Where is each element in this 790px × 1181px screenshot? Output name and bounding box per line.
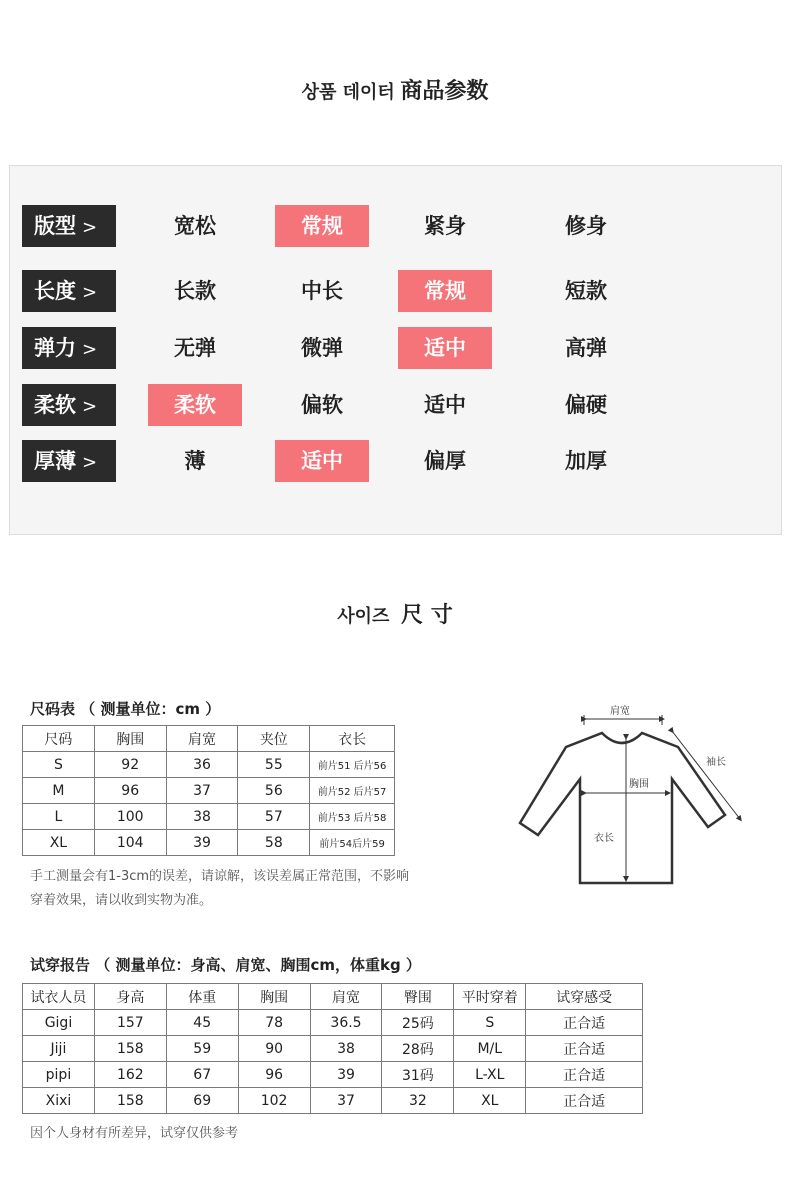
table-cell: M/L [454, 1036, 526, 1062]
try-table-caption: 试穿报告 （ 测量单位：身高、肩宽、胸围cm，体重kg ） [30, 956, 421, 974]
table-header-cell: 臀围 [382, 984, 454, 1010]
table-cell: XL [454, 1088, 526, 1114]
size-note-line-1: 手工测量会有1-3cm的误差，请谅解，该误差属正常范围，不影响 [30, 869, 410, 884]
param-option-3-3: 偏硬 [565, 393, 607, 417]
table-cell: S [23, 752, 95, 778]
param-option-2-3: 高弹 [565, 336, 607, 360]
chest-label: 胸围 [629, 779, 649, 790]
table-cell: 56 [238, 778, 310, 804]
param-label-0 [22, 205, 116, 247]
chevron-right-icon: > [82, 282, 98, 303]
table-row [23, 752, 395, 778]
garment-outline [520, 733, 725, 883]
params-title-zh: 商品参数 [400, 79, 489, 104]
table-row [23, 1010, 643, 1036]
params-title-ko: 상품 데이터 [301, 82, 395, 103]
param-label-3 [22, 384, 116, 426]
table-cell: 96 [238, 1062, 310, 1088]
table-header-cell: 试穿感受 [526, 984, 643, 1010]
param-option-2-0: 无弹 [174, 336, 216, 360]
param-label-4 [22, 440, 116, 482]
size-title [0, 598, 790, 629]
table-row [23, 1062, 643, 1088]
table-row [23, 1088, 643, 1114]
table-cell: 38 [166, 804, 238, 830]
table-cell: 158 [94, 1088, 166, 1114]
table-row [23, 1036, 643, 1062]
param-option-0-0: 宽松 [174, 214, 216, 238]
param-option-4-2: 偏厚 [424, 449, 466, 473]
table-cell: 36 [166, 752, 238, 778]
table-cell: 正合适 [526, 1088, 643, 1114]
table-cell: 39 [166, 830, 238, 856]
param-option-selected-0-1: 常规 [275, 205, 369, 247]
param-option-3-2: 适中 [424, 393, 466, 417]
chevron-right-icon: > [82, 217, 98, 238]
param-option-1-1: 中长 [301, 279, 343, 303]
table-row [23, 804, 395, 830]
table-cell: L [23, 804, 95, 830]
table-cell: 104 [94, 830, 166, 856]
table-cell: pipi [23, 1062, 95, 1088]
param-option-selected-3-0: 柔软 [148, 384, 242, 426]
param-label-text: 版型 [34, 214, 76, 238]
table-cell: 25码 [382, 1010, 454, 1036]
chevron-right-icon: > [82, 339, 98, 360]
table-cell: 45 [166, 1010, 238, 1036]
table-cell: 57 [238, 804, 310, 830]
table-row [23, 830, 395, 856]
try-note: 因个人身材有所差异，试穿仅供参考 [30, 1126, 239, 1141]
param-option-4-3: 加厚 [565, 449, 607, 473]
param-label-text: 厚薄 [34, 449, 76, 473]
table-cell: 前片51 后片56 [310, 752, 395, 778]
table-header-cell: 肩宽 [310, 984, 382, 1010]
params-title [0, 74, 790, 105]
param-option-4-0: 薄 [184, 449, 206, 473]
size-title-zh: 尺 寸 [401, 603, 453, 628]
table-cell: XL [23, 830, 95, 856]
param-label-1 [22, 270, 116, 312]
param-option-selected-1-2: 常规 [398, 270, 492, 312]
table-cell: M [23, 778, 95, 804]
table-header-cell: 肩宽 [166, 726, 238, 752]
table-cell: 158 [94, 1036, 166, 1062]
table-header-cell: 体重 [166, 984, 238, 1010]
param-label-text: 柔软 [34, 393, 76, 417]
param-option-3-1: 偏软 [301, 393, 343, 417]
table-cell: 正合适 [526, 1062, 643, 1088]
table-cell: 38 [310, 1036, 382, 1062]
table-cell: 162 [94, 1062, 166, 1088]
chevron-right-icon: > [82, 452, 98, 473]
table-cell: L-XL [454, 1062, 526, 1088]
chevron-right-icon: > [82, 396, 98, 417]
params-panel [9, 165, 782, 535]
table-cell: Xixi [23, 1088, 95, 1114]
param-option-2-1: 微弹 [301, 336, 343, 360]
table-header-row [23, 726, 395, 752]
table-cell: 31码 [382, 1062, 454, 1088]
table-header-cell: 平时穿着 [454, 984, 526, 1010]
table-cell: 96 [94, 778, 166, 804]
param-option-0-3: 修身 [565, 214, 607, 238]
table-header-cell: 胸围 [238, 984, 310, 1010]
table-cell: Jiji [23, 1036, 95, 1062]
size-title-ko: 사이즈 [337, 606, 390, 627]
size-table [22, 725, 395, 856]
table-header-cell: 试衣人员 [23, 984, 95, 1010]
table-cell: 55 [238, 752, 310, 778]
table-cell: 157 [94, 1010, 166, 1036]
table-cell: 28码 [382, 1036, 454, 1062]
table-header-cell: 胸围 [94, 726, 166, 752]
table-cell: 58 [238, 830, 310, 856]
table-cell: 前片54后片59 [310, 830, 395, 856]
table-cell: 92 [94, 752, 166, 778]
table-cell: 100 [94, 804, 166, 830]
table-cell: 90 [238, 1036, 310, 1062]
table-cell: 37 [166, 778, 238, 804]
table-header-cell: 夹位 [238, 726, 310, 752]
shoulder-label: 肩宽 [610, 706, 630, 717]
size-note-line-2: 穿着效果，请以收到实物为准。 [30, 893, 213, 908]
table-cell: 前片53 后片58 [310, 804, 395, 830]
table-cell: 69 [166, 1088, 238, 1114]
param-option-selected-4-1: 适中 [275, 440, 369, 482]
table-cell: 37 [310, 1088, 382, 1114]
table-header-cell: 身高 [94, 984, 166, 1010]
table-cell: 102 [238, 1088, 310, 1114]
param-label-text: 长度 [34, 279, 76, 303]
table-cell: 32 [382, 1088, 454, 1114]
length-label: 衣长 [594, 833, 614, 844]
table-cell: 59 [166, 1036, 238, 1062]
size-table-caption: 尺码表 （ 测量单位：cm ） [30, 700, 221, 718]
param-label-text: 弹力 [34, 336, 76, 360]
table-cell: 78 [238, 1010, 310, 1036]
table-header-cell: 尺码 [23, 726, 95, 752]
param-option-1-0: 长款 [174, 279, 216, 303]
param-option-0-2: 紧身 [424, 214, 466, 238]
table-row [23, 778, 395, 804]
table-cell: 67 [166, 1062, 238, 1088]
table-cell: 正合适 [526, 1036, 643, 1062]
table-header-cell: 衣长 [310, 726, 395, 752]
table-cell: 36.5 [310, 1010, 382, 1036]
table-cell: Gigi [23, 1010, 95, 1036]
param-option-selected-2-2: 适中 [398, 327, 492, 369]
size-note [30, 865, 500, 913]
param-label-2 [22, 327, 116, 369]
sleeve-label: 袖长 [706, 757, 726, 768]
table-cell: 39 [310, 1062, 382, 1088]
table-header-row [23, 984, 643, 1010]
table-cell: 正合适 [526, 1010, 643, 1036]
garment-diagram [510, 695, 750, 895]
table-cell: S [454, 1010, 526, 1036]
param-option-1-3: 短款 [565, 279, 607, 303]
table-cell: 前片52 后片57 [310, 778, 395, 804]
try-table [22, 983, 643, 1114]
